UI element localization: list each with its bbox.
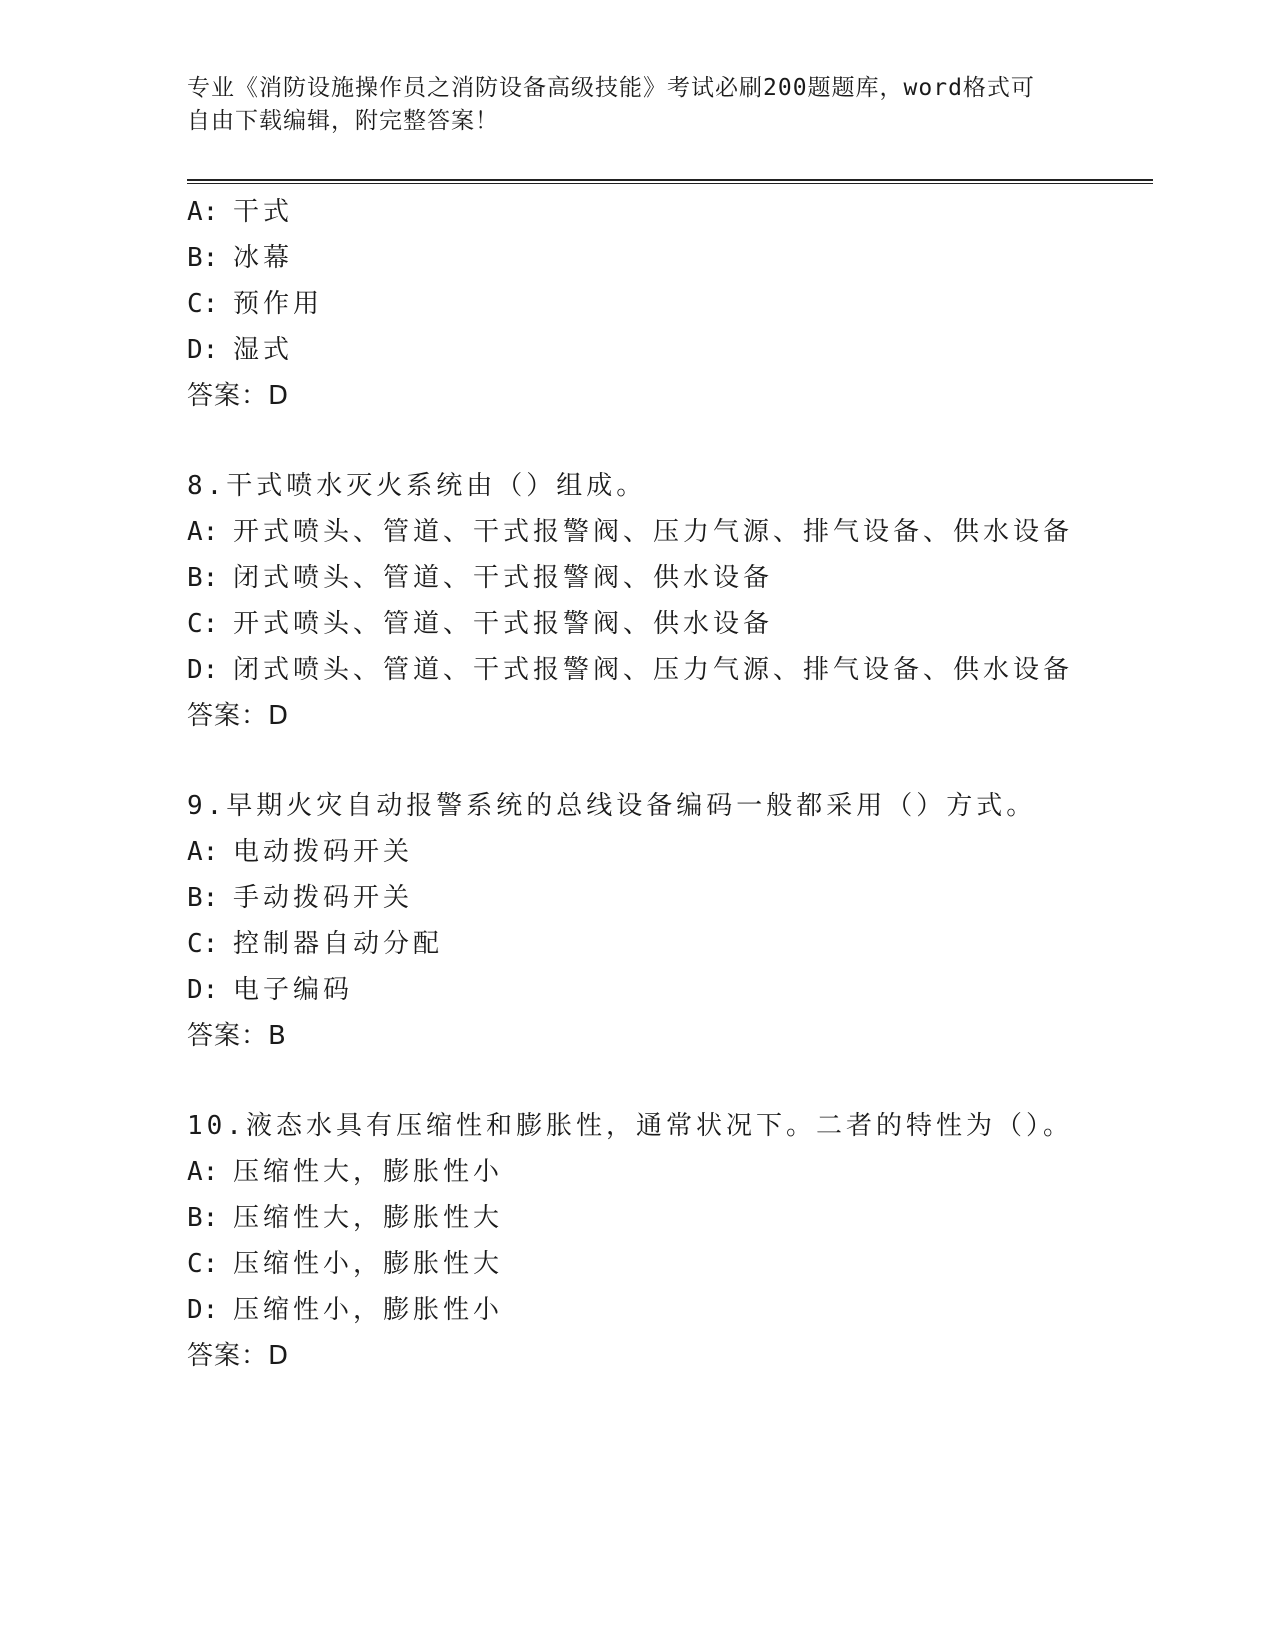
option-text: 开式喷头、管道、干式报警阀、压力气源、排气设备、供水设备 xyxy=(233,517,1074,547)
option-c xyxy=(187,281,1153,327)
header-line-2: 自由下载编辑，附完整答案！ xyxy=(187,108,499,134)
option-text: 压缩性小，膨胀性大 xyxy=(233,1249,504,1279)
option-text: 手动拨码开关 xyxy=(233,883,414,913)
question-block-10 xyxy=(187,1103,1153,1379)
option-text: 干式 xyxy=(233,197,294,227)
option-key: C: xyxy=(187,609,219,639)
option-text: 压缩性大，膨胀性大 xyxy=(233,1203,504,1233)
option-text: 湿式 xyxy=(233,335,294,365)
option-d xyxy=(187,327,1153,373)
option-b xyxy=(187,875,1153,921)
option-key: A: xyxy=(187,197,219,227)
option-b xyxy=(187,1195,1153,1241)
answer-line: 答案：B xyxy=(187,1021,287,1051)
question-block-8 xyxy=(187,463,1153,739)
option-text: 压缩性小，膨胀性小 xyxy=(233,1295,504,1325)
spacer xyxy=(187,419,1153,463)
option-d xyxy=(187,967,1153,1013)
question-block-9 xyxy=(187,783,1153,1059)
question-text: 8.干式喷水灭火系统由（）组成。 xyxy=(187,471,647,501)
option-key: D: xyxy=(187,975,219,1005)
document-header xyxy=(187,72,1067,138)
option-text: 压缩性大，膨胀性小 xyxy=(233,1157,504,1187)
option-b xyxy=(187,235,1153,281)
option-key: B: xyxy=(187,1203,219,1233)
option-key: C: xyxy=(187,1249,219,1279)
header-divider-thin xyxy=(187,183,1153,184)
option-key: C: xyxy=(187,289,219,319)
question-text: 10.液态水具有压缩性和膨胀性，通常状况下。二者的特性为（）。 xyxy=(187,1111,1073,1141)
question-list xyxy=(187,189,1153,1379)
option-key: B: xyxy=(187,243,219,273)
option-key: D: xyxy=(187,335,219,365)
option-text: 冰幕 xyxy=(233,243,294,273)
option-text: 预作用 xyxy=(233,289,324,319)
option-text: 电子编码 xyxy=(233,975,354,1005)
option-key: B: xyxy=(187,563,219,593)
option-key: A: xyxy=(187,1157,219,1187)
option-c xyxy=(187,921,1153,967)
option-d xyxy=(187,1287,1153,1333)
option-key: A: xyxy=(187,837,219,867)
option-key: A: xyxy=(187,517,219,547)
answer-line: 答案：D xyxy=(187,1341,290,1371)
question-block-7 xyxy=(187,189,1153,419)
option-key: B: xyxy=(187,883,219,913)
answer-line: 答案：D xyxy=(187,701,290,731)
option-c xyxy=(187,601,1153,647)
option-a xyxy=(187,189,1153,235)
option-a xyxy=(187,509,1153,555)
option-c xyxy=(187,1241,1153,1287)
option-text: 闭式喷头、管道、干式报警阀、供水设备 xyxy=(233,563,774,593)
answer-line: 答案：D xyxy=(187,381,290,411)
option-text: 电动拨码开关 xyxy=(233,837,414,867)
option-a xyxy=(187,829,1153,875)
question-text: 9.早期火灾自动报警系统的总线设备编码一般都采用（）方式。 xyxy=(187,791,1037,821)
option-text: 开式喷头、管道、干式报警阀、供水设备 xyxy=(233,609,774,639)
spacer xyxy=(187,1059,1153,1103)
option-d xyxy=(187,647,1153,693)
option-key: C: xyxy=(187,929,219,959)
header-divider-thick xyxy=(187,179,1153,181)
option-text: 闭式喷头、管道、干式报警阀、压力气源、排气设备、供水设备 xyxy=(233,655,1074,685)
header-line-1: 专业《消防设施操作员之消防设备高级技能》考试必刷200题题库，word格式可 xyxy=(187,75,1035,101)
option-text: 控制器自动分配 xyxy=(233,929,444,959)
option-key: D: xyxy=(187,655,219,685)
spacer xyxy=(187,739,1153,783)
option-b xyxy=(187,555,1153,601)
option-a xyxy=(187,1149,1153,1195)
option-key: D: xyxy=(187,1295,219,1325)
